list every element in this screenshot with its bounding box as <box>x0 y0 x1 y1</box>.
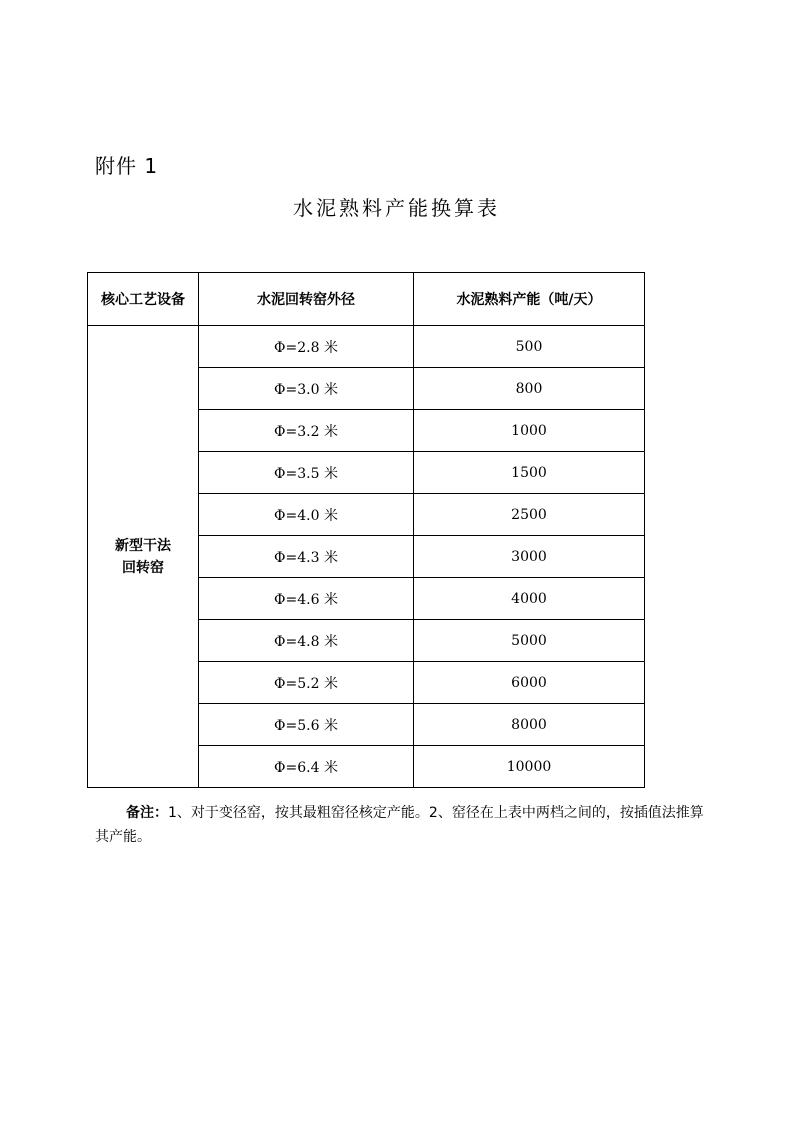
diameter-cell: Φ=5.6 米 <box>199 704 414 746</box>
diameter-cell: Φ=4.0 米 <box>199 494 414 536</box>
capacity-cell: 1500 <box>414 452 645 494</box>
equipment-label-line1: 新型干法 <box>115 537 171 554</box>
header-diameter: 水泥回转窑外径 <box>199 273 414 326</box>
header-capacity: 水泥熟料产能（吨/天） <box>414 273 645 326</box>
equipment-label-line2: 回转窑 <box>122 559 164 576</box>
capacity-cell: 5000 <box>414 620 645 662</box>
note-text: 1、对于变径窑，按其最粗窑径核定产能。2、窑径在上表中两档之间的，按插值法推算其产能。 <box>95 805 704 845</box>
diameter-cell: Φ=5.2 米 <box>199 662 414 704</box>
capacity-cell: 1000 <box>414 410 645 452</box>
diameter-cell: Φ=3.2 米 <box>199 410 414 452</box>
table-header-row <box>88 273 645 326</box>
capacity-cell: 8000 <box>414 704 645 746</box>
table-row <box>88 326 645 368</box>
equipment-group-cell <box>88 326 199 788</box>
diameter-cell: Φ=6.4 米 <box>199 746 414 788</box>
capacity-cell: 2500 <box>414 494 645 536</box>
capacity-cell: 6000 <box>414 662 645 704</box>
diameter-cell: Φ=3.5 米 <box>199 452 414 494</box>
capacity-table <box>87 272 645 788</box>
capacity-cell: 800 <box>414 368 645 410</box>
capacity-cell: 4000 <box>414 578 645 620</box>
diameter-cell: Φ=4.8 米 <box>199 620 414 662</box>
diameter-cell: Φ=2.8 米 <box>199 326 414 368</box>
capacity-cell: 500 <box>414 326 645 368</box>
diameter-cell: Φ=3.0 米 <box>199 368 414 410</box>
page-title: 水泥熟料产能换算表 <box>293 196 500 220</box>
diameter-cell: Φ=4.6 米 <box>199 578 414 620</box>
capacity-cell: 3000 <box>414 536 645 578</box>
header-equipment: 核心工艺设备 <box>88 273 199 326</box>
table-note <box>95 801 705 849</box>
attachment-label: 附件 1 <box>95 154 159 178</box>
capacity-cell: 10000 <box>414 746 645 788</box>
note-label: 备注： <box>126 805 168 821</box>
diameter-cell: Φ=4.3 米 <box>199 536 414 578</box>
